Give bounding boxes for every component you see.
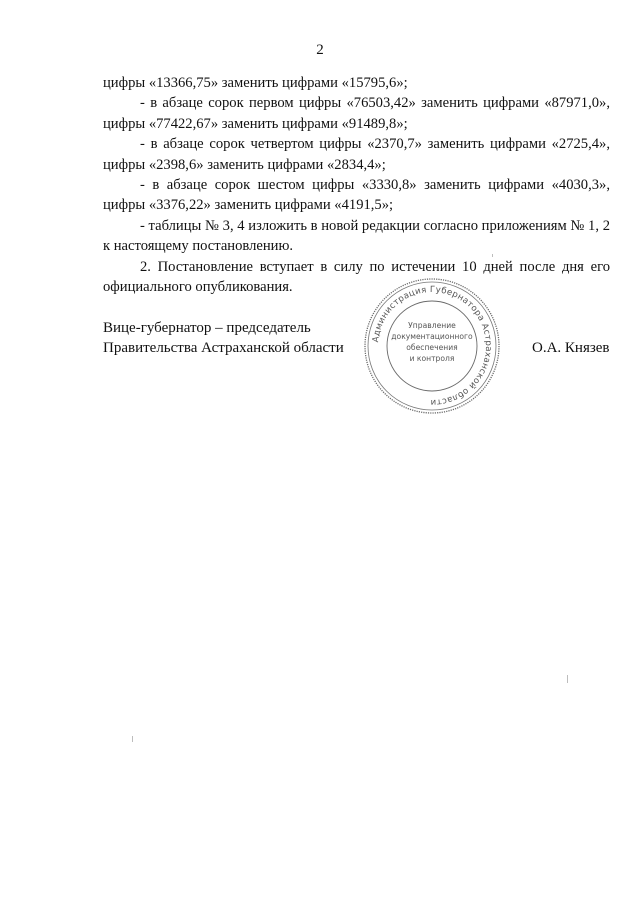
paragraph-effective-date: 2. Постановление вступает в силу по истечении 10 дней после дня его официального опубликования. [103, 258, 610, 296]
paragraph-item-46: - в абзаце сорок шестом цифры «3330,8» заменить цифрами «4030,3», цифры «3376,22» заменить цифрами «4191,5»; [103, 177, 610, 214]
stamp-center-line-2: документационного [391, 332, 473, 341]
page-number: 2 [316, 42, 324, 58]
paragraph-item-44: - в абзаце сорок четвертом цифры «2370,7» заменить цифрами «2725,4», цифры «2398,6» заменить цифрами «2834,4»; [103, 136, 610, 173]
paragraph-tables: - таблицы № 3, 4 изложить в новой редакции согласно приложениям № 1, 2 к настоящему постановлению. [103, 217, 610, 255]
stamp-center-line-4: и контроля [409, 354, 455, 363]
signatory-name: О.А. Князев [532, 340, 610, 356]
scan-speck [132, 736, 133, 742]
stamp-center-line-1: Управление [408, 321, 456, 330]
signatory-title [103, 318, 344, 358]
stamp-center-line-3: обеспечения [406, 343, 458, 352]
signatory-title-line-1: Вице-губернатор – председатель [103, 320, 311, 336]
body-text [103, 73, 610, 297]
scan-speck [492, 254, 493, 257]
paragraph-continuation: цифры «13366,75» заменить цифрами «15795,6»; [103, 75, 408, 91]
paragraph-item-41: - в абзаце сорок первом цифры «76503,42» заменить цифрами «87971,0», цифры «77422,67» заменить цифрами «91489,8»; [103, 95, 610, 132]
stamp-ring-text: Администрация Губернатора Астраханской области [371, 284, 494, 408]
signatory-title-line-2: Правительства Астраханской области [103, 340, 344, 356]
scan-speck [567, 675, 568, 683]
official-stamp [362, 276, 502, 416]
